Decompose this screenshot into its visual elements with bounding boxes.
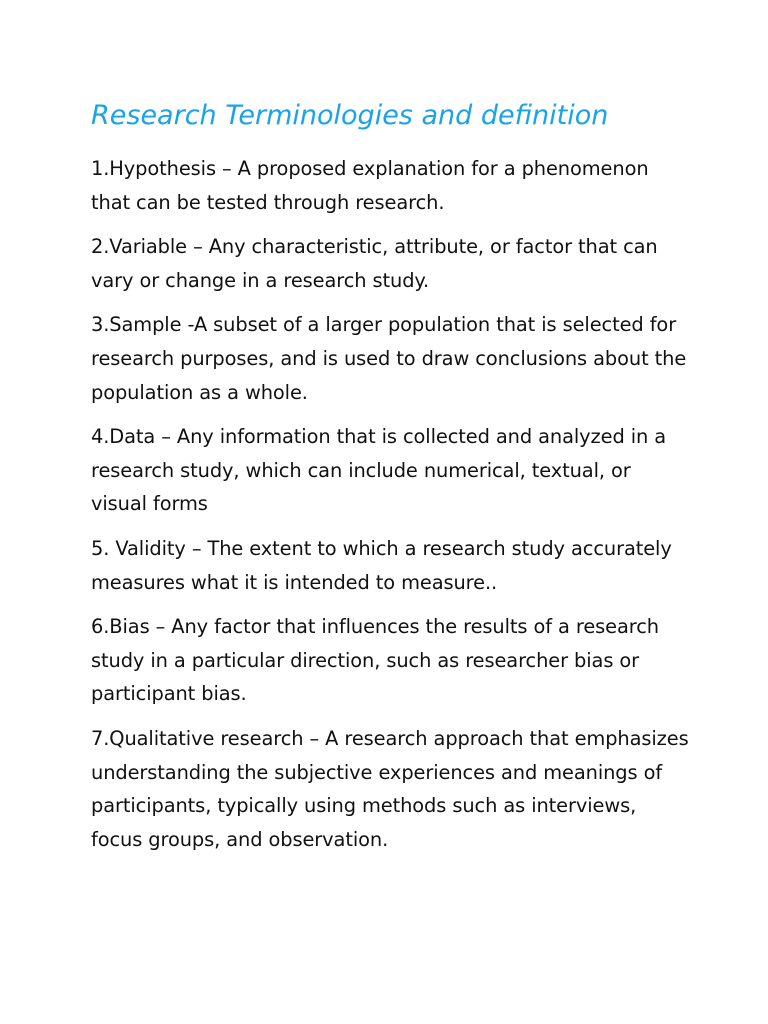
definition-item-hypothesis: 1.Hypothesis – A proposed explanation for a phenomenon that can be tested through research. <box>91 157 649 214</box>
definition-item-qualitative-research: 7.Qualitative research – A research approach that emphasizes understanding the subjective experiences and meanings of participants, typically using methods such as interviews, focus groups, and observation. <box>91 726 689 851</box>
definition-item-bias: 6.Bias – Any factor that influences the results of a research study in a particular direction, such as researcher bias or participant bias. <box>91 615 659 706</box>
definition-list <box>91 152 691 867</box>
definition-item-validity: 5. Validity – The extent to which a research study accurately measures what it is intended to measure.. <box>91 536 672 594</box>
definition-item-variable: 2.Variable – Any characteristic, attribute, or factor that can vary or change in a research study. <box>91 235 658 292</box>
page-title: Research Terminologies and definition <box>91 100 609 131</box>
definition-item-sample: 3.Sample -A subset of a larger population that is selected for research purposes, and is used to draw conclusions about the population as a whole. <box>91 313 687 404</box>
definition-item-data: 4.Data – Any information that is collected and analyzed in a research study, which can include numerical, textual, or visual forms <box>91 425 667 516</box>
